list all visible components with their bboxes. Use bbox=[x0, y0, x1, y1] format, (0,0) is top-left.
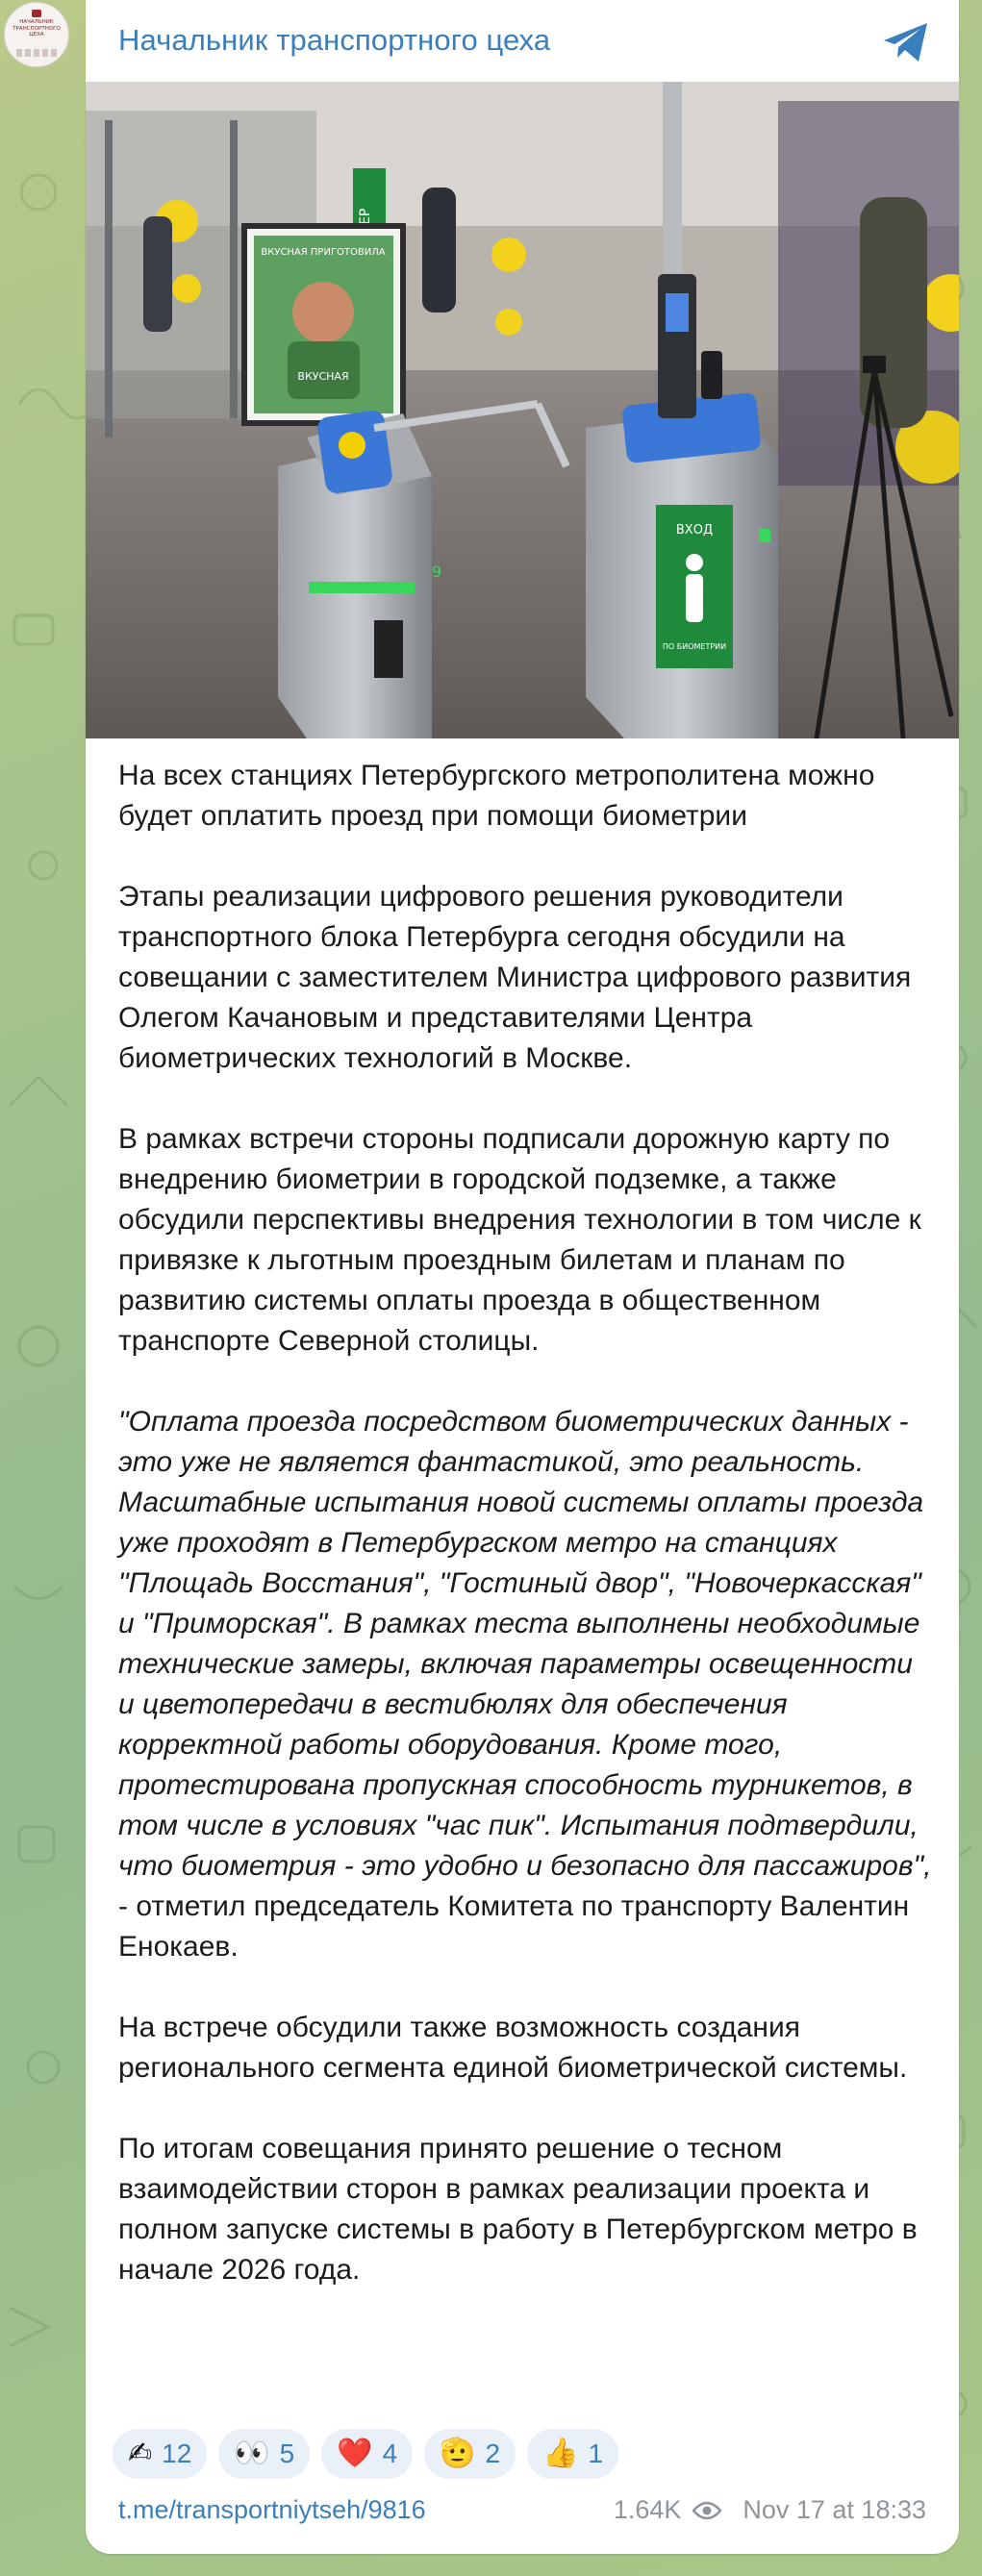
turnstiles-photo bbox=[86, 82, 959, 738]
heart-icon: ❤️ bbox=[337, 2437, 373, 2470]
views-count: 1.64K bbox=[613, 2495, 682, 2524]
post-headline: На всех станциях Петербургского метрополитена можно будет оплатить проезд при помощи биометрии bbox=[118, 760, 875, 832]
post-link[interactable]: t.me/transportniytseh/9816 bbox=[118, 2495, 426, 2524]
post-paragraph: Этапы реализации цифрового решения руководители транспортного блока Петербурга сегодня обсудили на совещании с заместителем Министра цифрового развития Олегом Качановым и представителями Центра биометрических технологий в Москве. bbox=[118, 881, 912, 1074]
post-meta bbox=[614, 2495, 926, 2525]
writing-hand-icon: ✍ bbox=[128, 2437, 153, 2470]
reaction-count: 5 bbox=[279, 2438, 295, 2468]
reaction-count: 1 bbox=[588, 2438, 604, 2468]
poster-top-text: ВКУСНАЯ ПРИГОТОВИЛА bbox=[261, 247, 386, 258]
reaction-count: 12 bbox=[162, 2438, 192, 2468]
thumbs-up-icon: 👍 bbox=[542, 2437, 579, 2470]
post-quote: Масштабные испытания новой системы оплаты проезда уже проходят в Петербургском метро на станциях "Площадь Восстания", "Гостиный двор", "Новочеркасская" и "Приморская". В рамках теста выполнены необходимые технические замеры, включая параметры освещенности и цветопередачи в вестибюлях для обеспечения корректной работы оборудования. Кроме того, протестирована пропускная способность турникетов, в том числе в условиях "час пик". Испытания подтвердили, что биометрия - это удобно и безопасно для пассажиров", bbox=[118, 1487, 932, 1882]
reactions-bar bbox=[113, 2429, 618, 2479]
avatar-decoration bbox=[16, 49, 57, 57]
avatar-emblem bbox=[32, 10, 41, 17]
post-paragraph: По итогам совещания принято решение о тесном взаимодействии сторон в рамках реализации проекта и полном запуске системы в работу в Петербургском метро в начале 2026 года. bbox=[118, 2133, 918, 2286]
share-button[interactable] bbox=[882, 21, 930, 63]
avatar-text: НАЧАЛЬНИК ТРАНСПОРТНОГО ЦЕХА bbox=[13, 19, 61, 38]
post-paragraph: На встрече обсудили также возможность создания регионального сегмента единой биометрической системы. bbox=[118, 2012, 908, 2084]
reaction-salute[interactable] bbox=[424, 2429, 516, 2479]
eyes-icon: 👀 bbox=[234, 2437, 270, 2470]
telegram-share-icon bbox=[882, 21, 930, 63]
biometric-sign-bottom: ПО БИОМЕТРИИ bbox=[662, 642, 727, 651]
biometric-sign-top: ВХОД bbox=[675, 523, 714, 538]
gate-number: 9 bbox=[432, 563, 442, 581]
reaction-count: 2 bbox=[485, 2438, 501, 2468]
post-quote: "Оплата проезда посредством биометрических данных - это уже не является фантастикой, это реальность. bbox=[118, 1406, 909, 1478]
reaction-writing-hand[interactable] bbox=[113, 2429, 207, 2479]
post-date: Nov 17 at 18:33 bbox=[743, 2495, 926, 2524]
post-attribution: - отметил председатель Комитета по транспорту Валентин Енокаев. bbox=[118, 1890, 910, 1963]
reaction-eyes[interactable] bbox=[218, 2429, 310, 2479]
eye-icon bbox=[692, 2501, 721, 2520]
post-paragraph: В рамках встречи стороны подписали дорожную карту по внедрению биометрии в городской подземке, а также обсудили перспективы внедрения технологии в том числе к привязке к льготным проездным билетам и планам по развитию системы оплаты проезда в общественном транспорте Северной столицы. bbox=[118, 1123, 921, 1357]
salute-icon: 🫡 bbox=[440, 2437, 476, 2470]
reaction-count: 4 bbox=[382, 2438, 398, 2468]
post-text bbox=[118, 756, 936, 2290]
post-photo[interactable] bbox=[86, 82, 959, 738]
channel-title[interactable]: Начальник транспортного цеха bbox=[118, 23, 551, 57]
reaction-heart[interactable] bbox=[321, 2429, 413, 2479]
poster-bottom-text: ВКУСНАЯ bbox=[297, 370, 349, 383]
channel-avatar[interactable] bbox=[4, 2, 69, 67]
reaction-thumbs-up[interactable] bbox=[527, 2429, 618, 2479]
post-card bbox=[86, 0, 959, 2554]
